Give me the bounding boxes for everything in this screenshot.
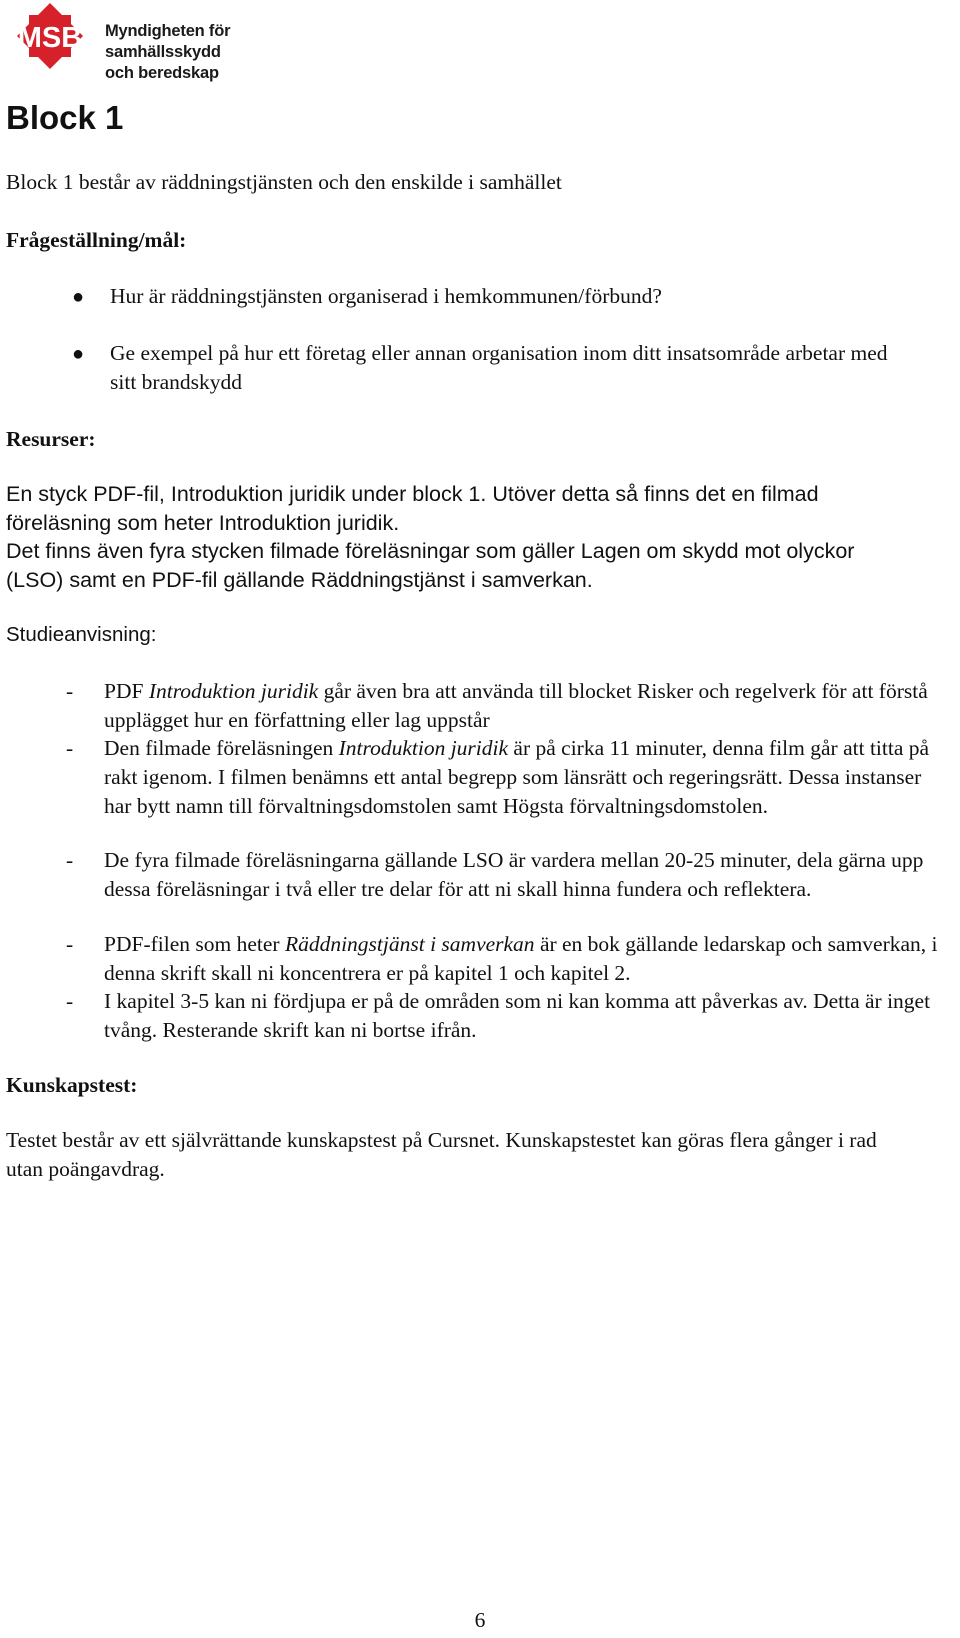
test-heading: Kunskapstest:: [6, 1073, 138, 1097]
page-title: Block 1: [6, 99, 124, 136]
dash-marker: -: [66, 736, 74, 760]
intro-text: Block 1 består av räddningstjänsten och den enskilde i samhället: [6, 170, 562, 194]
test-paragraph: Testet består av ett självrättande kunskapstest på Cursnet. Kunskapstestet kan göras flera gånger i rad utan poängavdrag.: [6, 1128, 877, 1181]
org-name-line: samhällsskydd: [105, 43, 221, 61]
question-item: Hur är räddningstjänsten organiserad i hemkommunen/förbund?: [110, 284, 662, 308]
org-name: [105, 21, 230, 84]
study-item: Den filmade föreläsningen Introduktion juridik är på cirka 11 minuter, denna film går att titta på rakt igenom. I filmen benämns ett antal begrepp som länsrätt och regeringsrätt. Dessa instanser har bytt namn till förvaltningsdomstolen samt Högsta förvaltningsdomstolen.: [104, 736, 930, 818]
dash-marker: -: [66, 679, 74, 703]
dash-marker: -: [66, 848, 74, 872]
bullet-icon: ●: [72, 343, 85, 365]
msb-logo: [4, 2, 231, 82]
resources-heading: Resurser:: [6, 427, 96, 451]
study-item: PDF Introduktion juridik går även bra att använda till blocket Risker och regelverk för att förstå upplägget hur en författning eller lag uppstår: [104, 679, 928, 732]
resources-paragraph: Det finns även fyra stycken filmade föreläsningar som gäller Lagen om skydd mot olyckor (LSO) samt en PDF-fil gällande Räddningstjänst i samverkan.: [6, 539, 855, 592]
study-heading: Studieanvisning:: [6, 623, 157, 646]
questions-heading: Frågeställning/mål:: [6, 228, 187, 252]
logo-msb-text: MSB: [17, 22, 83, 54]
resources-paragraph: En styck PDF-fil, Introduktion juridik under block 1. Utöver detta så finns det en filmad föreläsning som heter Introduktion juridik.: [6, 482, 819, 535]
msb-emblem-icon: [4, 2, 104, 70]
org-name-line: och beredskap: [105, 64, 219, 82]
org-name-line: Myndigheten för: [105, 22, 231, 40]
question-item: Ge exempel på hur ett företag eller annan organisation inom ditt insatsområde arbetar med sitt brandskydd: [110, 341, 888, 394]
study-item: PDF-filen som heter Räddningstjänst i samverkan är en bok gällande ledarskap och samverkan, i denna skrift skall ni koncentrera er på kapitel 1 och kapitel 2.: [104, 932, 938, 985]
study-item: De fyra filmade föreläsningarna gällande LSO är vardera mellan 20-25 minuter, dela gärna upp dessa föreläsningar i två eller tre delar för att ni skall hinna fundera och reflektera.: [104, 848, 924, 901]
dash-marker: -: [66, 989, 74, 1013]
bullet-icon: ●: [72, 286, 85, 308]
page-number: 6: [474, 1608, 486, 1632]
study-item: I kapitel 3-5 kan ni fördjupa er på de områden som ni kan komma att påverkas av. Detta är inget tvång. Resterande skrift kan ni bortse ifrån.: [104, 989, 931, 1042]
dash-marker: -: [66, 932, 74, 956]
